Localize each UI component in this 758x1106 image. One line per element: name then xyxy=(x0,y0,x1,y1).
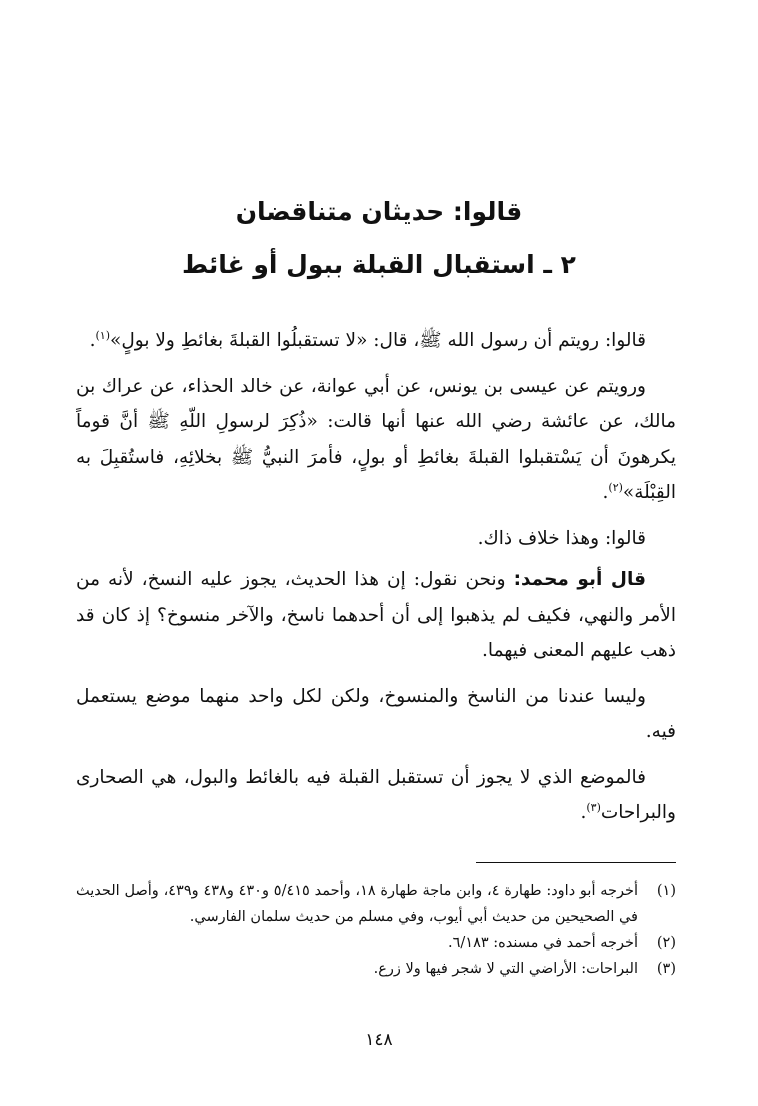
footnote-number: (١) xyxy=(656,883,676,899)
chapter-heading: قالوا: حديثان متناقضان xyxy=(235,197,523,226)
paragraph-6 xyxy=(76,760,676,831)
paragraph-text: وليسا عندنا من الناسخ والمنسوخ، ولكن لكل واحد منهما موضع يستعمل فيه. xyxy=(76,685,676,742)
paragraph-5 xyxy=(76,679,676,750)
footnote-number: (٢) xyxy=(656,935,676,951)
page-number: ١٤٨ xyxy=(365,1030,393,1050)
footnote-divider xyxy=(476,862,676,863)
paragraph-text: قالوا: وهذا خلاف ذاك. xyxy=(477,527,646,549)
paragraph-3 xyxy=(76,521,676,557)
paragraph-tail: . xyxy=(89,330,96,351)
paragraph-2 xyxy=(76,369,676,511)
footnote-text: أخرجه أبو داود: طهارة ٤، وابن ماجة طهارة ١٨، وأحمد ٥/٤١٥ و٤٣٠ و٤٣٨ و٤٣٩، وأصل الحديث في الصحيحين من حديث أبي أيوب، وفي مسلم من حديث سلمان الفارسي. xyxy=(76,883,638,925)
speaker-label: قال أبو محمد: xyxy=(513,569,646,590)
paragraph-text: ونحن نقول: إن هذا الحديث، يجوز عليه النسخ، لأنه من الأمر والنهي، فكيف لم يذهبوا إلى أن أحدهما ناسخ، والآخر منسوخ؟ إذ كان قد ذهب عليهم المعنى فيهما. xyxy=(76,569,676,661)
footnote-3 xyxy=(76,956,676,982)
footnote-text: البراحات: الأراضي التي لا شجر فيها ولا زرع. xyxy=(373,961,638,977)
footnote-ref-2[interactable]: (٢) xyxy=(608,480,623,494)
paragraph-1 xyxy=(76,323,676,359)
footnote-2 xyxy=(76,930,676,956)
paragraph-text: فالموضع الذي لا يجوز أن تستقبل القبلة فيه بالغائط والبول، هي الصحارى والبراحات xyxy=(76,766,676,823)
paragraph-text: ورويتم عن عيسى بن يونس، عن أبي عوانة، عن خالد الحذاء، عن عراك بن مالك، عن عائشة رضي الله عنها أنها قالت: «ذُكِرَ لرسولِ اللّهِ ﷺ أنَّ قوماً يكرهونَ أن يَسْتقبلوا القبلةَ بغائطِ أو بولٍ، فأمرَ النبيُّ ﷺ بخلائِهِ، فاستُقبِلَ به القِبْلَة» xyxy=(76,375,676,503)
footnote-ref-3[interactable]: (٣) xyxy=(586,800,601,814)
footnote-number: (٣) xyxy=(656,961,676,977)
paragraph-text: قالوا: رويتم أن رسول الله ﷺ، قال: «لا تستقبلُوا القبلةَ بغائطِ ولا بولٍ» xyxy=(110,330,646,351)
footnotes xyxy=(76,878,676,982)
paragraph-4 xyxy=(76,562,676,669)
paragraph-tail: . xyxy=(602,482,609,503)
section-heading: ٢ ـ استقبال القبلة ببول أو غائط xyxy=(182,250,576,279)
paragraph-tail: . xyxy=(580,802,587,823)
footnote-1 xyxy=(76,878,676,930)
body-text xyxy=(76,323,676,841)
footnote-ref-1[interactable]: (١) xyxy=(95,328,111,342)
footnote-text: أخرجه أحمد في مسنده: ٦/١٨٣. xyxy=(448,935,638,951)
